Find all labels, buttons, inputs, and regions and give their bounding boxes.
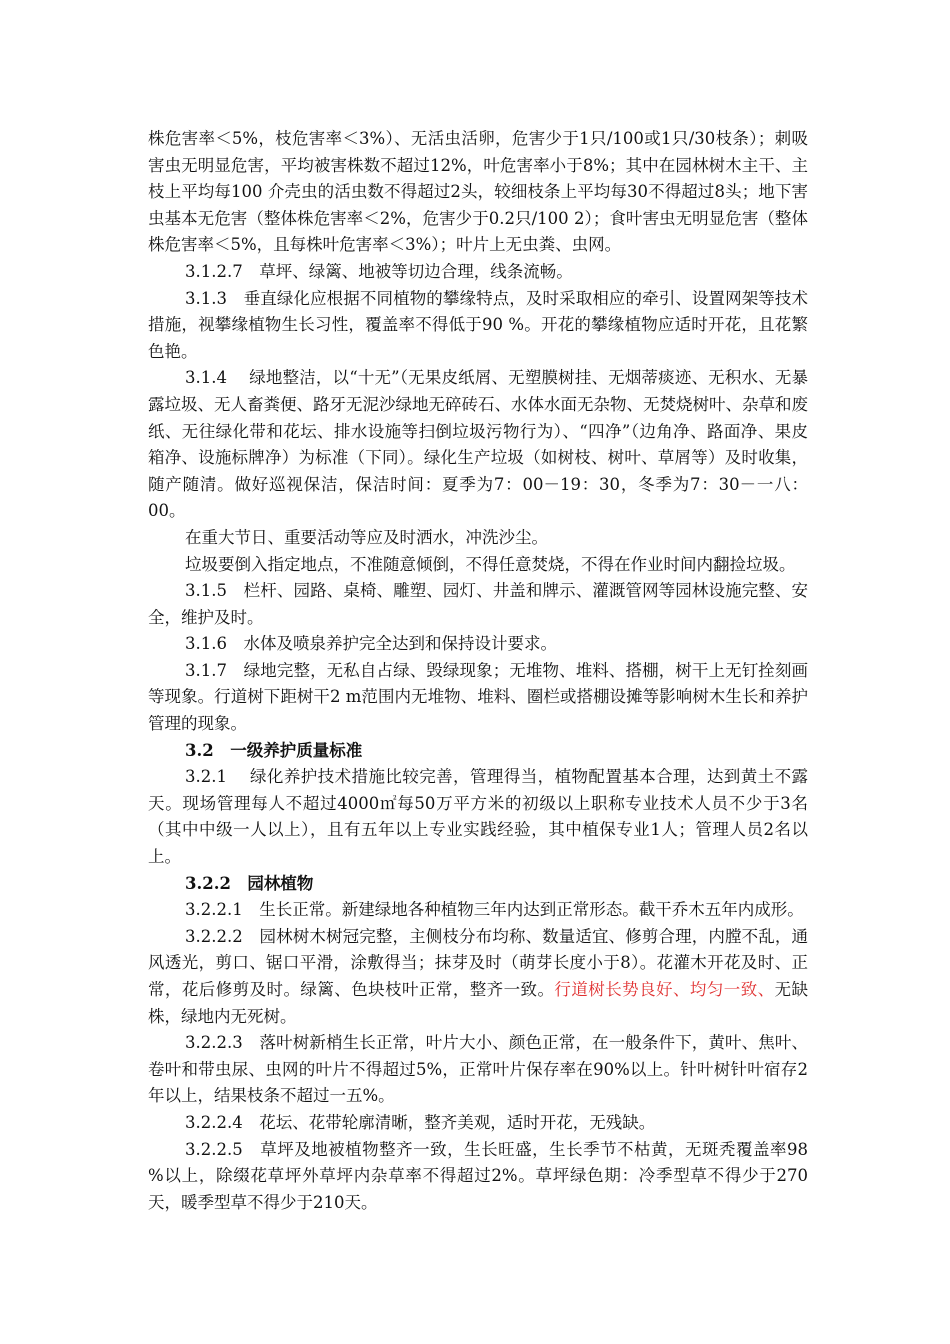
document-body bbox=[148, 126, 808, 1216]
paragraph-3-1-3: 3.1.3 垂直绿化应根据不同植物的攀缘特点，及时采取相应的牵引、设置网架等技术措施，视攀缘植物生长习性，覆盖率不得低于90 %。开花的攀缘植物应适时开花，且花繁色艳。 bbox=[148, 288, 808, 361]
paragraph-garbage: 垃圾要倒入指定地点，不准随意倾倒，不得任意焚烧，不得在作业时间内翻捡垃圾。 bbox=[185, 554, 796, 574]
paragraph-3-2-2-4: 3.2.2.4 花坛、花带轮廓清晰，整齐美观，适时开花，无残缺。 bbox=[185, 1112, 656, 1132]
paragraph-3-1-2-7: 3.1.2.7 草坪、绿篱、地被等切边合理，线条流畅。 bbox=[185, 261, 573, 281]
paragraph-watering: 在重大节日、重要活动等应及时洒水，冲洗沙尘。 bbox=[185, 527, 548, 547]
paragraph-3-2-2-2-tail: 无缺株，绿地内无死树。 bbox=[148, 980, 809, 1026]
paragraph-pest-criteria: 株危害率＜5%，枝危害率＜3%）、无活虫活卵，危害少于1只/100或1只/30枝条）；刺吸害虫无明显危害，平均被害株数不超过12%，叶危害率小于8%；其中在园林树木主干、主枝上平均每100 介壳虫的活虫数不得超过2头，较细枝条上平均每30不得超过8头；地下害虫基本无危害（整体株危害率＜2%，危害少于0.2只/100 2）；食叶害虫无明显危害（整体株危害率＜5%，且每株叶危害率＜3%）；叶片上无虫粪、虫网。 bbox=[148, 129, 808, 255]
paragraph-3-2-2-1: 3.2.2.1 生长正常。新建绿地各种植物三年内达到正常形态。截干乔木五年内成形。 bbox=[185, 900, 804, 920]
section-heading-3-2: 3.2 一级养护质量标准 bbox=[185, 740, 363, 760]
paragraph-3-1-4: 3.1.4 绿地整洁，以“十无”（无果皮纸屑、无塑膜树挂、无烟蒂痰迹、无积水、无暴露垃圾、无人畜粪便、路牙无泥沙绿地无碎砖石、水体水面无杂物、无焚烧树叶、杂草和废纸、无往绿化带和花坛、排水设施等扫倒垃圾污物行为）、“四净”（边角净、路面净、果皮箱净、设施标牌净）为标准（下同）。绿化生产垃圾（如树枝、树叶、草屑等）及时收集，随产随清。做好巡视保洁，保洁时间：夏季为7：00－19：30，冬季为7：30－一八：00。 bbox=[148, 368, 808, 521]
paragraph-3-2-1: 3.2.1 绿化养护技术措施比较完善，管理得当，植物配置基本合理，达到黄土不露天。现场管理每人不超过4000㎡每50万平方米的初级以上职称专业技术人员不少于3名（其中中级一人以上），且有五年以上专业实践经验，其中植保专业1人；管理人员2名以上。 bbox=[148, 767, 808, 867]
highlighted-text: 行道树长势良好、均匀一致、 bbox=[554, 980, 775, 999]
paragraph-3-1-7: 3.1.7 绿地完整，无私自占绿、毁绿现象；无堆物、堆料、搭棚，树干上无钉拴刻画等现象。行道树下距树干2 m范围内无堆物、堆料、圈栏或搭棚设摊等影响树木生长和养护管理的现象。 bbox=[148, 660, 808, 734]
paragraph-3-1-5: 3.1.5 栏杆、园路、桌椅、雕塑、园灯、井盖和牌示、灌溉管网等园林设施完整、安全，维护及时。 bbox=[148, 581, 808, 627]
paragraph-3-2-2-3: 3.2.2.3 落叶树新梢生长正常，叶片大小、颜色正常，在一般条件下，黄叶、焦叶、卷叶和带虫尿、虫网的叶片不得超过5%，正常叶片保存率在90%以上。针叶树针叶宿存2年以上，结果枝条不超过一五%。 bbox=[148, 1033, 808, 1106]
paragraph-3-2-2-2-text: 3.2.2.2 园林树木树冠完整，主侧枝分布均称、数量适宜、修剪合理，内膛不乱，通风透光，剪口、锯口平滑，涂敷得当；抹芽及时（萌芽长度小于8）。花灌木开花及时、正常，花后修剪及时。绿篱、色块枝叶正常，整齐一致。 bbox=[148, 926, 808, 999]
paragraph-3-1-6: 3.1.6 水体及喷泉养护完全达到和保持设计要求。 bbox=[185, 634, 557, 654]
paragraph-3-2-2-5: 3.2.2.5 草坪及地被植物整齐一致，生长旺盛，生长季节不枯黄，无斑秃覆盖率98 %以上，除缀花草坪外草坪内杂草率不得超过2%。草坪绿色期：冷季型草不得少于270天，暖季型草不得少于210天。 bbox=[148, 1139, 808, 1212]
paragraph-3-2-2-2 bbox=[148, 924, 808, 1030]
section-heading-3-2-2: 3.2.2 园林植物 bbox=[185, 873, 314, 893]
